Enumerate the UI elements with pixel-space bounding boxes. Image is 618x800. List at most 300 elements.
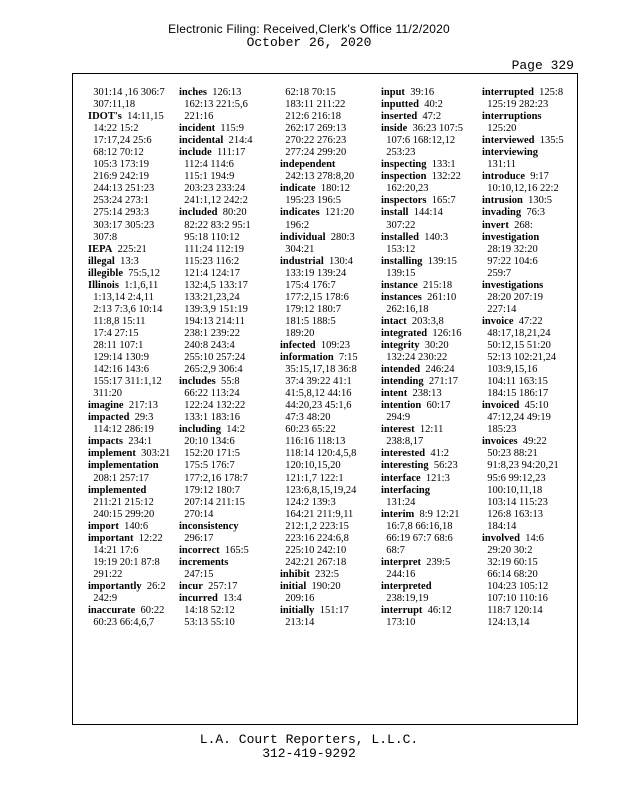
index-continuation [381,412,473,424]
page-references: 126:16 [427,327,462,339]
page-references: 47:22 [513,315,543,327]
index-term: inputted [381,99,419,111]
index-term: interest [381,424,415,436]
index-continuation [88,557,180,569]
page-references: 238:8,17 [381,436,424,448]
index-continuation [88,545,180,557]
index-continuation [179,485,271,497]
page-references: 111:17 [211,147,246,159]
page-references: 60:17 [421,400,451,412]
index-continuation [179,436,271,448]
page-references: 133:19 139:24 [280,267,347,279]
page-references: 132:4,5 133:17 [179,279,248,291]
index-term: interpreted [381,580,432,592]
page-references: 139:15 [422,255,457,267]
page-references: 139:3,9 151:19 [179,303,248,315]
index-term: inserted [381,111,418,123]
index-continuation [381,497,473,509]
index-term: intrusion [482,195,523,207]
index-term: incorrect [179,544,220,556]
index-continuation [482,617,574,629]
index-continuation [280,316,372,328]
index-entry [482,171,574,183]
index-term: interrupted [482,87,534,98]
index-term: independent [280,159,336,171]
index-continuation [179,388,271,400]
index-continuation [179,195,271,207]
index-term: imagine [88,400,124,412]
index-entry [381,424,473,436]
index-continuation [482,448,574,460]
index-continuation [280,364,372,376]
page-references: 35:15,17,18 36:8 [280,364,357,376]
index-term: illegal [88,255,115,267]
page-references: 133:21,23,24 [179,291,240,303]
page-references: 109:23 [315,339,350,351]
index-entry [482,207,574,219]
page-references: 240:15 299:20 [88,508,155,520]
index-term: included [179,207,218,219]
index-entry [179,123,271,135]
page-references: 50:12,15 51:20 [482,339,551,351]
page-references: 227:14 [482,303,517,315]
index-continuation [179,220,271,232]
index-entry [381,111,473,123]
page-references: 14:2 [221,424,245,436]
page-references: 133:1 [426,159,456,171]
index-continuation [482,183,574,195]
page-references: 184:14 [482,520,517,532]
index-term: initial [280,580,307,592]
index-continuation [280,424,372,436]
page-references: 122:24 132:22 [179,400,246,412]
word-index-box [72,73,578,725]
index-entry [280,352,372,364]
page-references: 246:24 [420,364,455,376]
page-references: 116:16 118:13 [280,436,346,448]
page-references: 100:10,11,18 [482,484,543,496]
index-term: inconsistency [179,520,239,532]
index-continuation [482,521,574,533]
index-term: instance [381,279,418,291]
index-continuation [280,533,372,545]
index-entry [482,220,574,232]
page-references: 14:22 15:2 [88,123,139,135]
index-entry [381,400,473,412]
page-references: 162:20,23 [381,183,429,195]
page-references: 307:8 [88,231,118,243]
index-entry [381,328,473,340]
page-references: 247:15 [179,568,214,580]
index-entry [381,388,473,400]
page-references: 121:3 [420,472,450,484]
index-term: inside [381,123,408,135]
index-continuation [280,509,372,521]
page-references: 253:24 273:1 [88,195,149,207]
index-entry [482,147,574,159]
index-term: interpret [381,556,422,568]
page-references: 280:3 [325,231,355,243]
index-entry [381,473,473,485]
index-continuation [482,364,574,376]
index-continuation [179,232,271,244]
index-entry [179,424,271,436]
page-references: 29:20 30:2 [482,544,533,556]
index-term: inaccurate [88,605,136,617]
index-continuation [280,280,372,292]
index-continuation [280,521,372,533]
index-entry [482,135,574,147]
page-references: 1:13,14 2:4,11 [88,291,154,303]
index-continuation [179,183,271,195]
index-continuation [88,509,180,521]
page-references: 66:14 68:20 [482,568,538,580]
page-references: 30:20 [419,339,449,351]
index-continuation [280,473,372,485]
index-continuation [88,123,180,135]
index-continuation [280,195,372,207]
page-references: 107:6 168:12,12 [381,135,456,147]
index-term: indicate [280,183,316,195]
page-references: 301:14 ,16 306:7 [88,87,165,98]
index-continuation [482,340,574,352]
page-references: 183:11 211:22 [280,99,346,111]
index-entry [88,581,180,593]
index-continuation [482,328,574,340]
page-references: 194:13 214:11 [179,315,245,327]
index-entry [381,171,473,183]
index-term: initially [280,605,315,617]
index-continuation [482,244,574,256]
page-references: 36:23 107:5 [407,123,463,135]
page-references: 130:4 [323,255,353,267]
index-term: investigations [482,279,544,291]
index-term: IEPA [88,243,113,255]
index-continuation [381,352,473,364]
index-continuation [381,220,473,232]
index-continuation [381,545,473,557]
index-term: interface [381,472,421,484]
index-continuation [88,135,180,147]
page-references: 261:10 [421,291,457,303]
index-continuation [88,292,180,304]
page-references: 107:10 110:16 [482,592,548,604]
index-term: integrity [381,339,420,351]
page-references: 124:2 139:3 [280,496,336,508]
index-entry [482,195,574,207]
index-continuation [482,352,574,364]
index-continuation [179,364,271,376]
page-references: 115:23 116:2 [179,255,240,267]
index-continuation [88,99,180,111]
page-references: 234:1 [123,436,153,448]
index-term: impacts [88,436,123,448]
page-references: 19:19 20:1 87:8 [88,556,160,568]
index-continuation [381,244,473,256]
page-references: 47:3 48:20 [280,412,331,424]
index-entry [381,99,473,111]
page-references: 39:16 [404,87,435,98]
index-term: increments [179,556,229,568]
index-entry [482,232,574,244]
index-continuation [280,123,372,135]
index-term: incident [179,123,216,135]
index-continuation [179,569,271,581]
page-references: 53:13 55:10 [179,617,235,629]
index-continuation [482,388,574,400]
page-references: 103:9,15,16 [482,364,538,376]
index-continuation [88,171,180,183]
page-references: 12:22 [133,532,163,544]
page-references: 111:24 112:19 [179,243,245,255]
index-term: interviewing [482,147,538,159]
index-term: instances [381,291,422,303]
index-continuation [482,545,574,557]
index-term: inhibit [280,568,310,580]
page-references: 26:2 [141,580,166,592]
index-continuation [482,509,574,521]
index-term: interrupt [381,605,423,617]
page-references: 240:8 243:4 [179,339,235,351]
page-references: 244:16 [381,568,416,580]
page-references: 242:21 267:18 [280,556,347,568]
index-continuation [179,412,271,424]
index-entry [280,256,372,268]
index-term: impacted [88,412,130,424]
page-references: 45:10 [519,400,549,412]
index-term: includes [179,376,216,388]
page-references: 49:22 [517,436,547,448]
index-continuation [88,352,180,364]
index-entry [381,207,473,219]
page-references: 165:5 [219,544,249,556]
index-term: intent [381,388,408,400]
index-term: integrated [381,327,428,339]
page-references: 259:7 [482,267,512,279]
index-entry [88,400,180,412]
page-references: 47:2 [417,111,442,123]
page-references: 97:22 104:6 [482,255,538,267]
page-references: 50:23 88:21 [482,448,538,460]
index-continuation [280,388,372,400]
page-number: Page 329 [511,58,574,73]
page-references: 52:13 102:21,24 [482,352,557,364]
index-term: import [88,520,119,532]
page-references: 189:20 [280,327,315,339]
index-continuation [179,304,271,316]
index-entry [179,557,271,569]
index-continuation [482,497,574,509]
index-continuation [179,280,271,292]
page-references: 28:20 207:19 [482,291,543,303]
page-references: 303:21 [135,448,171,460]
index-continuation [88,569,180,581]
page-references: 60:23 66:4,6,7 [88,617,155,629]
index-term: inches [179,87,208,98]
index-continuation [280,292,372,304]
index-term: infected [280,339,316,351]
page-references: 162:13 221:5,6 [179,99,248,111]
index-continuation [482,473,574,485]
page-references: 307:11,18 [88,99,136,111]
page-references: 44:20,23 45:1,6 [280,400,352,412]
index-continuation [280,135,372,147]
index-continuation [179,268,271,280]
court-reporter-phone: 312-419-9292 [262,746,356,761]
index-entry [280,605,372,617]
index-entry [179,87,271,99]
page-references: 179:12 180:7 [280,303,341,315]
index-continuation [88,159,180,171]
index-continuation [179,171,271,183]
page-references: 151:17 [314,605,349,617]
index-continuation [280,557,372,569]
index-entry [381,256,473,268]
page-references: 46:12 [422,605,452,617]
index-continuation [482,593,574,605]
index-continuation [381,521,473,533]
index-continuation [280,87,372,99]
index-continuation [280,617,372,629]
page-references: 105:3 173:19 [88,159,149,171]
page-references: 208:1 257:17 [88,472,149,484]
index-continuation [482,256,574,268]
index-continuation [88,424,180,436]
page-references: 184:15 186:17 [482,388,549,400]
page-references: 244:13 251:23 [88,183,155,195]
index-continuation [179,292,271,304]
page-references: 8:9 12:21 [414,508,460,520]
page-references: 13:3 [114,255,139,267]
index-entry [88,436,180,448]
index-entry [88,521,180,533]
index-column-4 [381,87,473,629]
index-term: intended [381,364,421,376]
index-term: intention [381,400,422,412]
index-continuation [482,557,574,569]
page-references: 238:13 [407,388,442,400]
index-continuation [179,111,271,123]
page-references: 277:24 299:20 [280,147,347,159]
page-references: 215:18 [417,279,453,291]
index-entry [179,545,271,557]
index-continuation [482,159,574,171]
page-references: 211:21 215:12 [88,496,154,508]
index-entry [381,485,473,497]
page-references: 142:16 143:6 [88,364,149,376]
page-references: 68:12 70:12 [88,147,144,159]
index-entry [179,147,271,159]
page-references: 20:10 134:6 [179,436,235,448]
page-references: 209:16 [280,592,315,604]
page-references: 223:16 224:6,8 [280,532,349,544]
index-continuation [179,497,271,509]
page-references: 32:19 60:15 [482,556,538,568]
index-continuation [482,605,574,617]
index-entry [381,448,473,460]
page-references: 270:14 [179,508,214,520]
index-entry [482,533,574,545]
index-term: inspecting [381,159,427,171]
index-term: incurred [179,592,218,604]
index-entry [381,280,473,292]
index-continuation [482,460,574,472]
index-continuation [482,424,574,436]
page-references: 60:22 [135,605,165,617]
page-references: 55:8 [215,376,240,388]
page-references: 14:21 17:6 [88,544,139,556]
page-references: 262:16,18 [381,303,429,315]
index-entry [179,581,271,593]
index-entry [280,232,372,244]
index-entry [482,436,574,448]
page-references: 307:22 [381,219,416,231]
page-references: 131:11 [482,159,517,171]
index-continuation [280,304,372,316]
index-continuation [179,159,271,171]
index-continuation [482,412,574,424]
page-references: 121:1,7 122:1 [280,472,344,484]
page-references: 112:4 114:6 [179,159,234,171]
index-continuation [179,256,271,268]
page-references: 126:8 163:13 [482,508,543,520]
page-references: 95:6 99:12,23 [482,472,546,484]
index-continuation [88,87,180,99]
page-references: 311:20 [88,388,123,400]
index-continuation [88,147,180,159]
page-references: 216:9 242:19 [88,171,149,183]
index-entry [381,557,473,569]
index-term: interfacing [381,484,430,496]
index-continuation [482,292,574,304]
page-references: 140:3 [418,231,449,243]
index-continuation [88,388,180,400]
index-continuation [280,400,372,412]
index-entry [381,87,473,99]
page-references: 120:10,15,20 [280,460,341,472]
page-references: 40:2 [418,99,443,111]
index-continuation [381,268,473,280]
page-references: 173:10 [381,617,416,629]
index-continuation [179,533,271,545]
index-entry [381,232,473,244]
index-term: interim [381,508,415,520]
index-entry [280,581,372,593]
page-references: 152:20 171:5 [179,448,240,460]
index-entry [482,87,574,99]
index-term: install [381,207,409,219]
page-references: 238:1 239:22 [179,327,240,339]
index-continuation [381,533,473,545]
page-references: 115:1 194:9 [179,171,235,183]
index-continuation [179,99,271,111]
index-term: individual [280,231,326,243]
page-references: 14:11,15 [121,111,164,123]
page-references: 104:11 163:15 [482,376,548,388]
index-continuation [179,316,271,328]
page-references: 62:18 70:15 [280,87,336,98]
index-continuation [179,473,271,485]
index-continuation [381,617,473,629]
page-references: 47:12,24 49:19 [482,412,551,424]
index-term: introduce [482,171,525,183]
index-continuation [280,244,372,256]
page-references: 296:17 [179,532,214,544]
index-term: intact [381,315,407,327]
index-term: inspection [381,171,427,183]
index-entry [179,207,271,219]
index-entry [88,244,180,256]
